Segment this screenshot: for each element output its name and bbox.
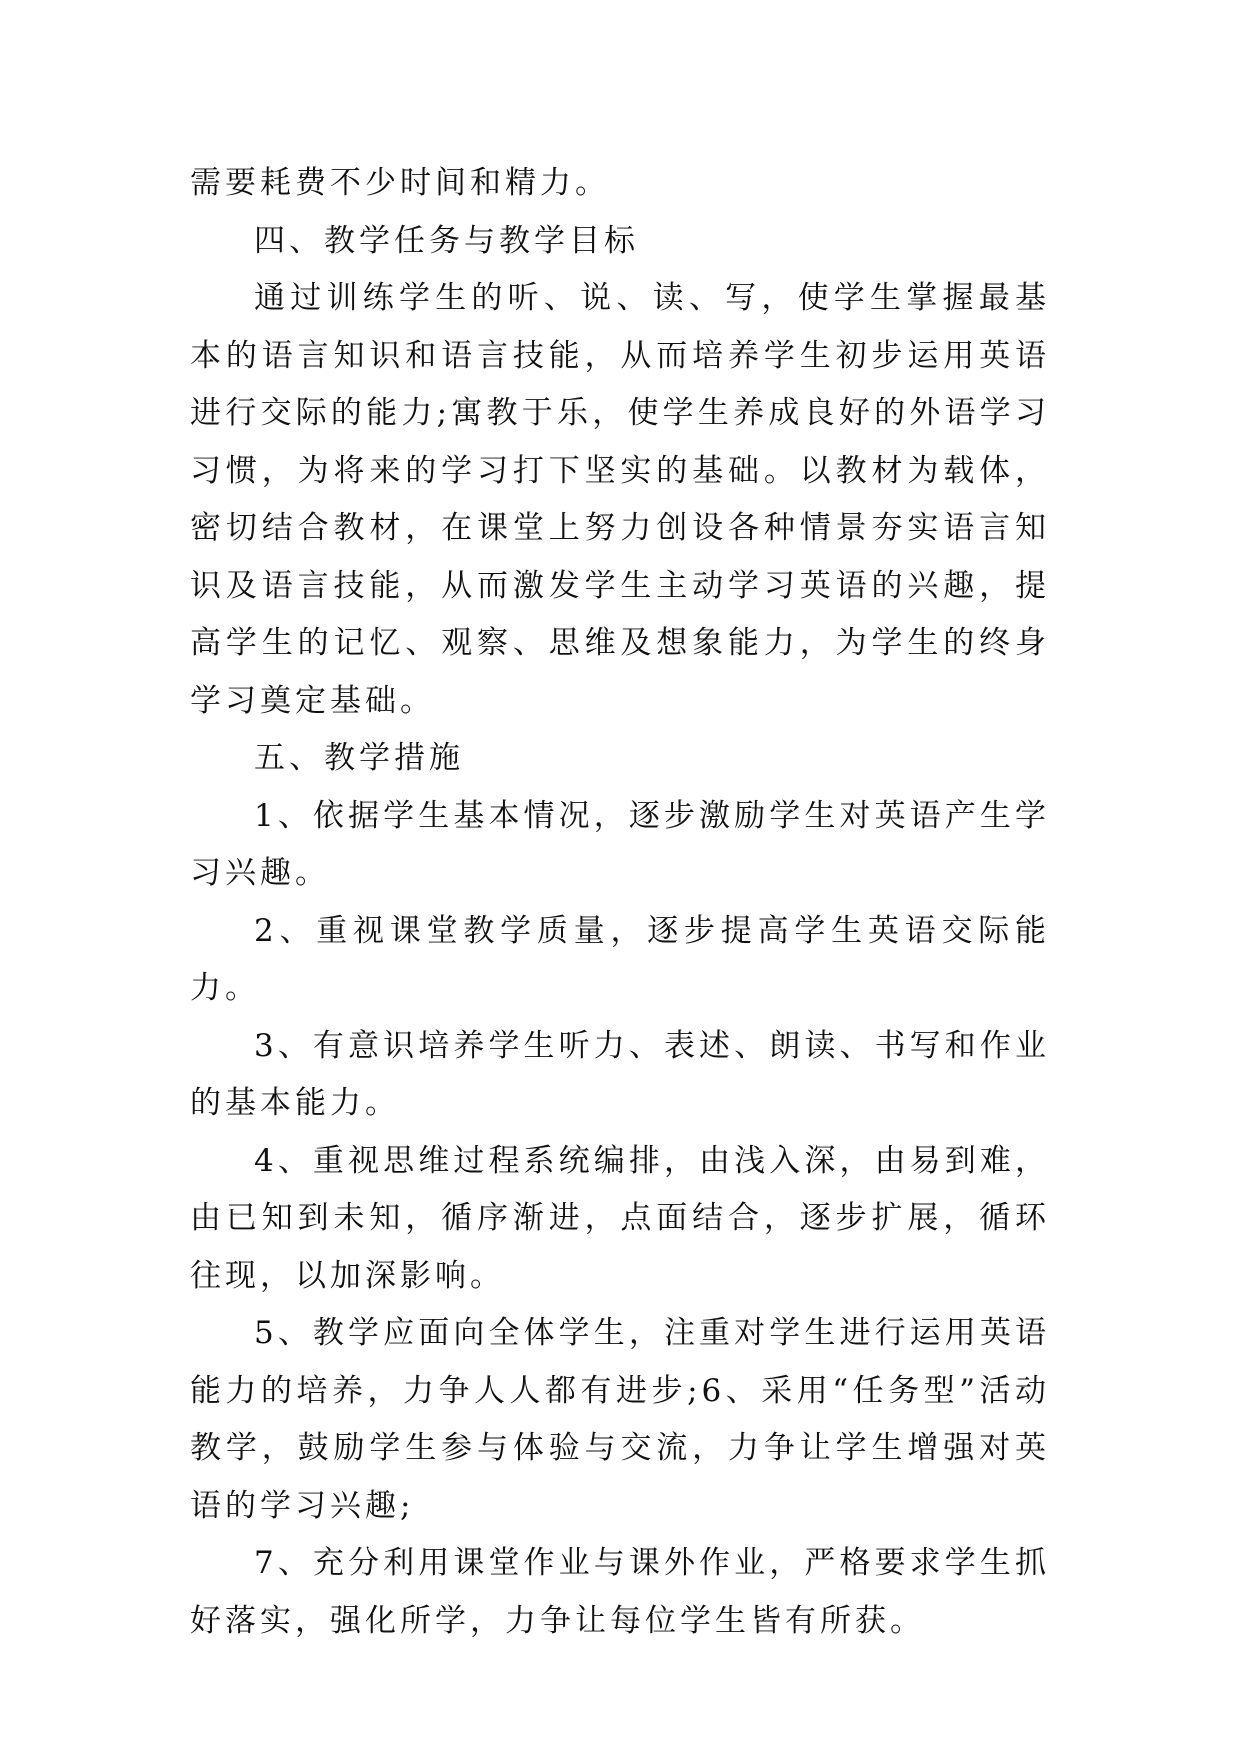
paragraph-continuation: 需要耗费不少时间和精力。 <box>190 165 610 201</box>
section-heading-teaching-measures: 五、教学措施 <box>254 740 464 776</box>
measure-item-5-6: 5、教学应面向全体学生，注重对学生进行运用英语能力的培养，力争人人都有进步;6、采用“任务型”活动教学，鼓励学生参与体验与交流，力争让学生增强对英语的学习兴趣; <box>190 1315 1050 1524</box>
measure-item-7: 7、充分利用课堂作业与课外作业，严格要求学生抓好落实，强化所学，力争让每位学生皆有所获。 <box>190 1545 1050 1639</box>
paragraph-teaching-goals: 通过训练学生的听、说、读、写，使学生掌握最基本的语言知识和语言技能，从而培养学生初步运用英语进行交际的能力;寓教于乐，使学生养成良好的外语学习习惯，为将来的学习打下坚实的基础。以教材为载体，密切结合教材，在课堂上努力创设各种情景夯实语言知识及语言技能，从而激发学生主动学习英语的兴趣，提高学生的记忆、观察、思维及想象能力，为学生的终身学习奠定基础。 <box>190 280 1050 719</box>
measure-item-1: 1、依据学生基本情况，逐步激励学生对英语产生学习兴趣。 <box>190 797 1050 891</box>
measure-item-2: 2、重视课堂教学质量，逐步提高学生英语交际能力。 <box>190 912 1050 1006</box>
measure-item-3: 3、有意识培养学生听力、表述、朗读、书写和作业的基本能力。 <box>190 1027 1050 1121</box>
document-body <box>190 155 1050 1650</box>
measure-item-4: 4、重视思维过程系统编排，由浅入深，由易到难，由已知到未知，循序渐进，点面结合，逐步扩展，循环往现，以加深影响。 <box>190 1142 1050 1294</box>
section-heading-teaching-goals: 四、教学任务与教学目标 <box>254 222 639 259</box>
